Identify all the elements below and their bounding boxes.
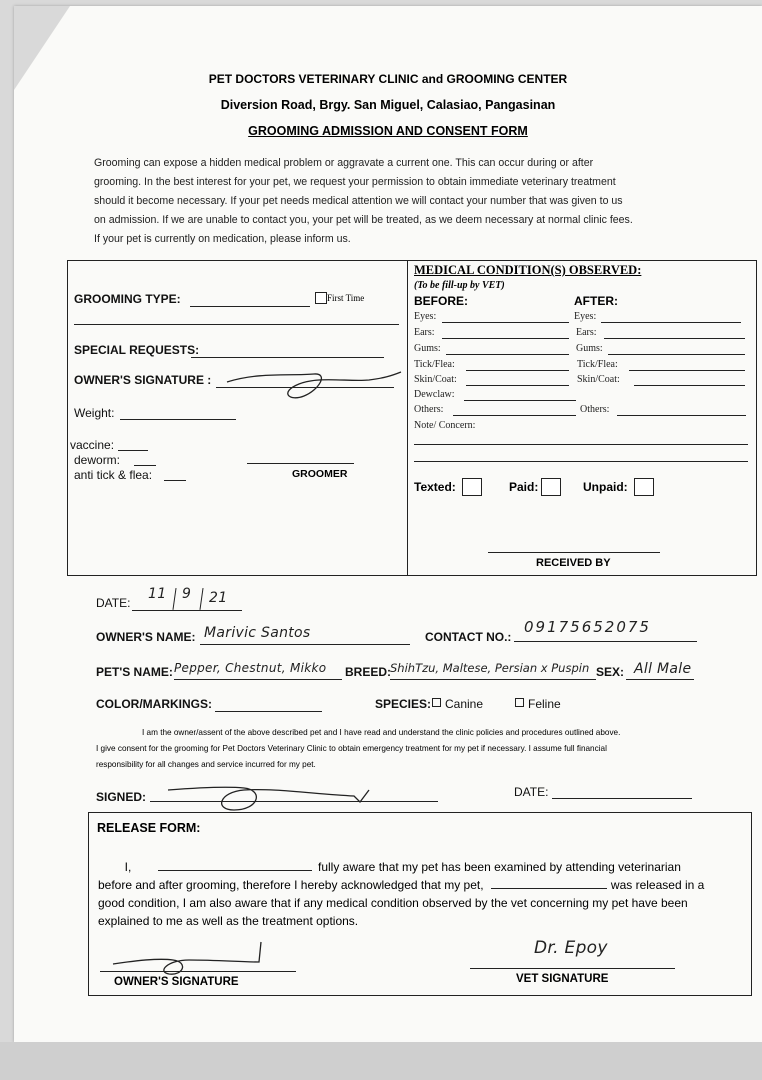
form-page — [14, 6, 762, 1042]
note-line-1[interactable] — [414, 444, 748, 445]
color-markings-line[interactable] — [215, 711, 322, 712]
feline-label: Feline — [528, 697, 561, 711]
admission-box — [67, 260, 757, 576]
pet-name-value: Pepper, Chestnut, Mikko — [174, 661, 327, 675]
after-label: AFTER: — [574, 294, 618, 308]
contact-no-line[interactable] — [514, 641, 697, 642]
intro-line: on admission. If we are unable to contact you, your pet will be treated, as we deem necessary at normal clinic fees. — [94, 214, 633, 226]
clinic-address: Diversion Road, Brgy. San Miguel, Calasiao, Pangasinan — [220, 98, 556, 112]
date-slash-1 — [172, 588, 177, 610]
first-time-label: First Time — [327, 293, 365, 303]
weight-line[interactable] — [120, 419, 236, 420]
release-i-label: I, — [124, 860, 132, 874]
received-by-line[interactable] — [488, 552, 660, 553]
release-owner-signature-label: OWNER'S SIGNATURE — [114, 976, 239, 988]
feline-checkbox[interactable] — [515, 698, 524, 707]
before-dewclaw-label: Dewclaw: — [414, 389, 455, 400]
medical-condition-title: MEDICAL CONDITION(S) OBSERVED: — [414, 263, 642, 277]
note-line-2[interactable] — [414, 461, 748, 462]
clinic-name: PET DOCTORS VETERINARY CLINIC and GROOMING CENTER — [208, 72, 568, 86]
vet-signature-value: Dr. Epoy — [534, 938, 608, 958]
before-tick-label: Tick/Flea: — [414, 359, 455, 370]
after-tick-line[interactable] — [629, 370, 745, 371]
release-line-3: good condition, I am also aware that if any medical condition observed by the vet concerning my pet have been — [98, 896, 688, 910]
signed-label: SIGNED: — [96, 790, 147, 804]
after-others-line[interactable] — [617, 415, 746, 416]
after-gums-label: Gums: — [576, 343, 603, 354]
release-paragraph — [98, 858, 748, 930]
form-title: GROOMING ADMISSION AND CONSENT FORM — [248, 124, 528, 138]
release-line-2 — [98, 876, 748, 894]
release-line-1 — [98, 858, 748, 876]
special-requests-label: SPECIAL REQUESTS: — [74, 343, 200, 357]
received-by-label: RECEIVED BY — [536, 557, 611, 569]
before-label: BEFORE: — [414, 294, 468, 308]
grooming-type-line-2[interactable] — [74, 324, 399, 325]
groomer-line[interactable] — [247, 463, 354, 464]
after-tick-label: Tick/Flea: — [577, 359, 618, 370]
canine-label: Canine — [445, 697, 484, 711]
release-line-2-end: was released in a — [610, 878, 705, 892]
feline-option[interactable] — [515, 697, 561, 711]
before-eyes-line[interactable] — [442, 322, 569, 323]
grooming-type-line[interactable] — [190, 306, 310, 307]
after-skin-label: Skin/Coat: — [577, 374, 620, 385]
date-day: 9 — [182, 586, 192, 602]
contact-no-label: CONTACT NO.: — [425, 630, 512, 644]
first-time-checkbox[interactable] — [315, 292, 327, 304]
vaccine-line[interactable] — [118, 450, 148, 451]
signed-signature-scribble — [164, 776, 384, 816]
before-skin-line[interactable] — [466, 385, 569, 386]
after-gums-line[interactable] — [608, 354, 745, 355]
groomer-label: GROOMER — [292, 468, 348, 480]
date-year: 21 — [209, 590, 228, 606]
weight-label: Weight: — [74, 406, 115, 420]
after-skin-line[interactable] — [634, 385, 745, 386]
after-eyes-line[interactable] — [601, 322, 741, 323]
before-ears-line[interactable] — [442, 338, 569, 339]
paid-label: Paid: — [509, 480, 539, 494]
consent-line-2: I give consent for the grooming for Pet Doctors Veterinary Clinic to obtain emergency treatment for my pet if necessary. I assume full financial — [96, 744, 607, 753]
before-tick-line[interactable] — [466, 370, 569, 371]
consent-date-line[interactable] — [552, 798, 692, 799]
vet-fill-note: (To be fill-up by VET) — [414, 280, 505, 291]
texted-label: Texted: — [414, 480, 456, 494]
before-others-line[interactable] — [453, 415, 576, 416]
vaccine-label: vaccine: — [70, 438, 115, 452]
canine-checkbox[interactable] — [432, 698, 441, 707]
grooming-type-label: GROOMING TYPE: — [74, 292, 181, 306]
before-skin-label: Skin/Coat: — [414, 374, 457, 385]
before-ears-label: Ears: — [414, 327, 435, 338]
canine-option[interactable] — [432, 697, 483, 711]
date-line[interactable] — [132, 610, 242, 611]
color-markings-label: COLOR/MARKINGS: — [96, 697, 212, 711]
column-divider — [407, 260, 408, 576]
intro-line: Grooming can expose a hidden medical problem or aggravate a current one. This can occur during or after — [94, 157, 594, 169]
after-eyes-label: Eyes: — [574, 311, 597, 322]
release-pet-name-line[interactable] — [491, 877, 607, 889]
intro-line: grooming. In the best interest for your pet, we request your permission to obtain immediate veterinary treatment — [94, 176, 616, 188]
pet-name-line[interactable] — [174, 679, 342, 680]
consent-date-label: DATE: — [514, 785, 549, 799]
owner-signature-scribble — [219, 362, 409, 406]
special-requests-line[interactable] — [191, 357, 384, 358]
texted-checkbox[interactable] — [462, 478, 482, 496]
owner-name-line[interactable] — [200, 644, 410, 645]
release-line-4: explained to me as well as the treatment options. — [98, 914, 359, 928]
date-label: DATE: — [96, 596, 131, 610]
anti-tick-label: anti tick & flea: — [74, 468, 153, 482]
deworm-label: deworm: — [74, 453, 121, 467]
intro-paragraph — [94, 154, 734, 249]
consent-line-3: responsibility for all changes and service incurred for my pet. — [96, 760, 316, 769]
release-form-title: RELEASE FORM: — [97, 821, 201, 835]
owner-name-value: Marivic Santos — [204, 625, 311, 641]
paid-checkbox[interactable] — [541, 478, 561, 496]
before-gums-line[interactable] — [446, 354, 569, 355]
date-slash-2 — [199, 588, 204, 610]
intro-line: should it become necessary. If your pet needs medical attention we will contact your number that was given to us — [94, 195, 623, 207]
contact-no-value: 09175652075 — [524, 618, 651, 636]
note-concern-label: Note/ Concern: — [414, 420, 476, 431]
sex-line[interactable] — [626, 679, 694, 680]
date-month: 11 — [148, 586, 167, 602]
before-gums-label: Gums: — [414, 343, 441, 354]
deworm-line[interactable] — [134, 465, 156, 466]
consent-line-1: I am the owner/assent of the above described pet and I have read and understand the clinic policies and procedures outlined above. — [142, 728, 621, 737]
vet-signature-label: VET SIGNATURE — [516, 973, 609, 985]
before-eyes-label: Eyes: — [414, 311, 437, 322]
breed-line[interactable] — [390, 679, 596, 680]
release-owner-name-line[interactable] — [158, 859, 312, 871]
vet-signature-line[interactable] — [470, 968, 675, 969]
species-label: SPECIES: — [375, 697, 432, 711]
before-dewclaw-line[interactable] — [464, 400, 576, 401]
intro-line: If your pet is currently on medication, please inform us. — [94, 233, 351, 245]
release-owner-signature-scribble — [109, 938, 279, 978]
scan-background-strip — [0, 1042, 762, 1080]
anti-tick-line[interactable] — [164, 480, 186, 481]
before-others-label: Others: — [414, 404, 444, 415]
owner-name-label: OWNER'S NAME: — [96, 630, 196, 644]
owners-signature-label: OWNER'S SIGNATURE : — [74, 373, 212, 387]
after-ears-label: Ears: — [576, 327, 597, 338]
release-line-1-text: fully aware that my pet has been examined by attending veterinarian — [318, 860, 681, 874]
unpaid-checkbox[interactable] — [634, 478, 654, 496]
breed-value: ShihTzu, Maltese, Persian x Puspin — [390, 661, 590, 675]
sex-value: All Male — [634, 661, 692, 677]
after-others-label: Others: — [580, 404, 610, 415]
sex-label: SEX: — [596, 665, 625, 679]
pet-name-label: PET'S NAME: — [96, 665, 173, 679]
release-line-2-text: before and after grooming, therefore I hereby acknowledged that my pet, — [98, 878, 484, 892]
unpaid-label: Unpaid: — [583, 480, 628, 494]
after-ears-line[interactable] — [604, 338, 745, 339]
breed-label: BREED: — [345, 665, 392, 679]
